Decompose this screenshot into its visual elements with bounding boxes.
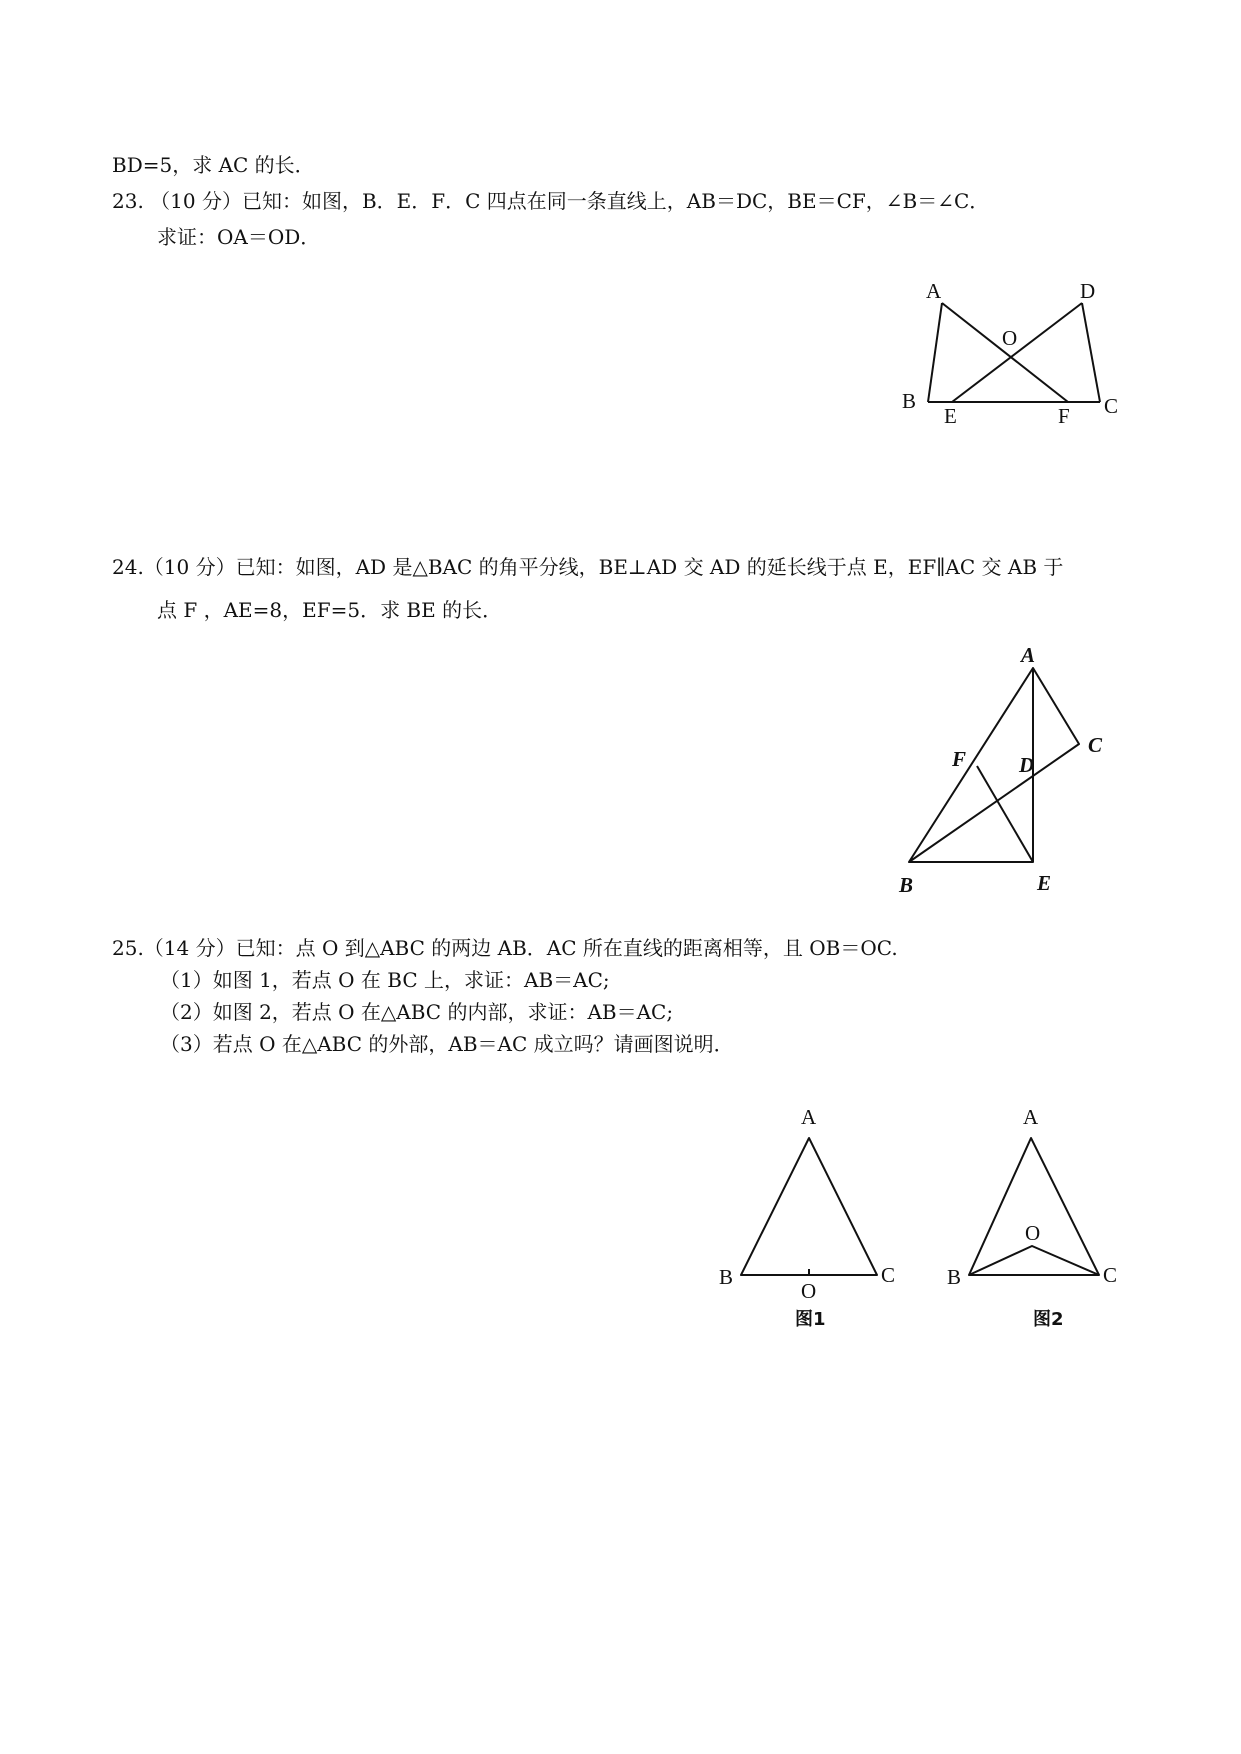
fig24-label-d: D bbox=[1019, 753, 1035, 777]
figure-23 bbox=[890, 275, 1140, 435]
problem-23-statement: 23. （10 分）已知：如图，B．E．F．C 四点在同一条直线上，AB＝DC，BE＝CF，∠B＝∠C． bbox=[112, 189, 990, 213]
fig23-label-e: E bbox=[944, 404, 957, 428]
fig25-2-label-b: B bbox=[947, 1265, 962, 1289]
fig25-1-label-b: B bbox=[719, 1265, 734, 1289]
problem-23-prove: 求证：OA＝OD． bbox=[157, 225, 321, 249]
problem-24-statement-cont: 点 F ，AE=8，EF=5．求 BE 的长． bbox=[157, 598, 503, 622]
fig23-label-a: A bbox=[926, 279, 942, 303]
fig24-label-a: A bbox=[1021, 643, 1036, 667]
fig24-label-b: B bbox=[899, 873, 914, 897]
fig23-label-c: C bbox=[1104, 394, 1119, 418]
fig25-2-label-a: A bbox=[1023, 1105, 1039, 1129]
fig25-1-label-c: C bbox=[881, 1263, 896, 1287]
fig25-1-label-o: O bbox=[801, 1279, 817, 1303]
fig23-label-f: F bbox=[1058, 404, 1070, 428]
fig25-2-caption: 图2 bbox=[1033, 1309, 1064, 1330]
problem-25-part-2: （2）如图 2，若点 O 在△ABC 的内部，求证：AB＝AC; bbox=[160, 1000, 674, 1024]
problem-25-part-3: （3）若点 O 在△ABC 的外部，AB＝AC 成立吗？请画图说明． bbox=[160, 1032, 734, 1056]
figure-25-2 bbox=[935, 1100, 1135, 1340]
problem-25-statement: 25.（14 分）已知：点 O 到△ABC 的两边 AB．AC 所在直线的距离相等，且 OB＝OC. bbox=[112, 936, 898, 960]
fig25-1-label-a: A bbox=[801, 1105, 817, 1129]
fig24-label-e: E bbox=[1037, 871, 1052, 895]
fig24-label-f: F bbox=[952, 747, 967, 771]
problem-24-statement: 24.（10 分）已知：如图，AD 是△BAC 的角平分线，BE⊥AD 交 AD 的延长线于点 E，EF∥AC 交 AB 于 bbox=[112, 555, 1064, 579]
fig23-label-d: D bbox=[1080, 279, 1096, 303]
figure-24 bbox=[885, 640, 1125, 910]
fig25-2-label-o: O bbox=[1025, 1221, 1041, 1245]
figure-25-1 bbox=[715, 1100, 915, 1340]
fig25-2-label-c: C bbox=[1103, 1263, 1118, 1287]
fig24-label-c: C bbox=[1088, 733, 1103, 757]
fig23-label-b: B bbox=[902, 389, 917, 413]
text-line-1: BD=5，求 AC 的长． bbox=[112, 153, 315, 177]
problem-25-part-1: （1）如图 1，若点 O 在 BC 上，求证：AB＝AC; bbox=[160, 968, 610, 992]
fig25-1-caption: 图1 bbox=[795, 1309, 826, 1330]
fig23-label-o: O bbox=[1002, 326, 1018, 350]
